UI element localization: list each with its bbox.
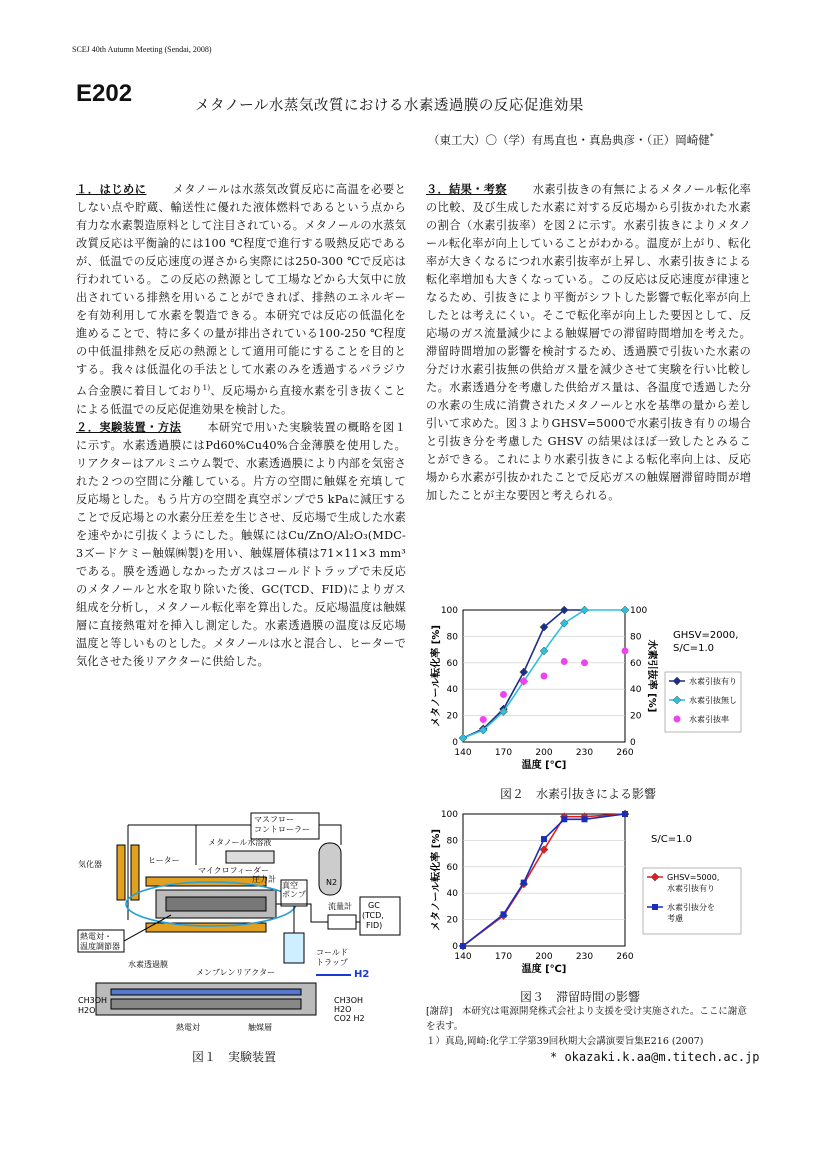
section-results (426, 181, 751, 505)
label-membrane: 水素透過膜 (128, 960, 168, 969)
n2-cylinder (319, 843, 341, 895)
chart1-xtick-label: 230 (575, 748, 594, 758)
chart2-annotation: S/C=1.0 (651, 834, 692, 845)
chart1-data-point (581, 659, 588, 666)
label-gauge: 圧力計 (252, 875, 276, 884)
chart2-ytick-label: 100 (440, 810, 458, 820)
fig2-caption: 図２ 水素引抜きによる影響 (500, 787, 657, 801)
vaporizer-right (131, 845, 139, 900)
chart1-y2label: 水素引抜率 [%] (646, 639, 657, 713)
section-heading-results: ３．結果・考察 (426, 183, 507, 196)
chart2-xtick-label: 200 (535, 952, 553, 962)
chart2-ytick-label: 20 (446, 915, 458, 926)
acknowledgement: [謝辞] 本研究は電源開発株式会社より支援を受け実施された。ここに謝意を表す。 (426, 1006, 747, 1032)
chart2-data-point (622, 811, 628, 817)
chart1-data-point (541, 673, 548, 680)
contact-email: * okazaki.k.aa@m.titech.ac.jp (550, 1050, 760, 1064)
chart1-data-point (622, 647, 629, 654)
chart2-legend-label: 水素引抜有り (667, 884, 715, 893)
chart1-xtick-label: 170 (494, 748, 513, 758)
chart2-xlabel: 温度 [℃] (521, 964, 567, 975)
chart1-y2tick-label: 40 (630, 685, 642, 696)
label-mfc-2: コントローラー (254, 825, 310, 834)
section-method (76, 419, 406, 671)
fig3-chart (415, 806, 745, 986)
chart1-ytick-label: 40 (446, 685, 458, 696)
label-feeder: マイクロフィーダー (198, 866, 270, 875)
chart2-data-point (582, 816, 588, 822)
author-list: （東工大）〇（学）有馬直也・真島典彦・（正）岡崎健 (428, 133, 710, 147)
chart2-ytick-label: 80 (446, 836, 458, 847)
author-mark: * (709, 132, 714, 142)
label-tc: 熱電対・温度調節器 (80, 932, 120, 951)
chart1-ytick-label: 80 (446, 632, 458, 643)
method-text: 本研究で用いた実験装置の概略を図１に示す。水素透過膜にはPd60%Cu40%合金薄膜を使用した。リアクターはアルミニウム製で、水素透過膜により内部を気密された２つの空間に分離している。片方の空間に触媒を充填して反応場とした。もう片方の空間を真空ポンプで5 kPaに減圧することで反応場との水素分圧差を生じさせ、反応場で生成した水素を速やかに引抜くようにした。触媒にはCu/ZnO/Al₂O₃(MDC-3ズードケミー触媒㈱製)を用い、触媒層体積は71×11×3 mm³である。膜を透過しなかったガスはコールドトラップで未反応のメタノールと水を取り除いた後、GC(TCD、FID)によりガス組成を分析し，メタノール転化率を算出した。反応場温度は触媒層に直接熱電対を挿入し測定した。水素透過膜の温度は反応場温度と等しいものとした。メタノールは水と混合し、ヒーターで気化させた後リアクターに供給した。 (76, 420, 406, 668)
results-text: 水素引抜きの有無によるメタノール転化率の比較、及び生成した水素に対する反応場から引抜かれた水素の割合（水素引抜率）を図２に示す。水素引抜きによりメタノール転化率が向上していることがわかる。温度が上がり、転化率が大きくなるにつれ水素引抜率が上昇し、水素引抜きによる転化率増加も大きくなっている。この反応は反応速度が律速となるため、引抜きにより平衡がシフトした影響で転化率が向上したとは考えにくい。そこで転化率が向上した要因として、反応場のガス流量減少による触媒層での滞留時間増加を考えた。滞留時間増加の影響を検討するため、透過膜で引抜いた水素の分だけ水素引抜無の供給ガス量を減少させて実験を行い比較した。水素透過分を考慮した供給ガス量は、各温度で透過した分の水素の生成に消費されたメタノールと水を基準の量から差し引いて求めた。図３よりGHSV=5000で水素引抜き有りの場合と引抜き分を考慮した GHSV の結果はほぼ一致したとみることができる。これにより水素引抜きによる転化率向上は、反応場から水素が引抜かれたことで反応ガスの触媒層滞留時間が増加したことが主な要因と考えられる。 (426, 183, 751, 502)
chart1-xtick-label: 140 (454, 748, 472, 758)
chart2-data-point (501, 911, 507, 917)
apparatus-diagram (76, 805, 406, 1045)
label-thermocouple: 熱電対 (176, 1023, 200, 1032)
label-heater: ヒーター (148, 856, 180, 865)
label-reactor: メンブレンリアクター (196, 968, 276, 977)
reference: １）真島,岡崎:化学工学第39回秋期大会講演要旨集E216 (2007) (426, 1036, 704, 1047)
intro-tail: 、反応場から直接水素を引き抜くことによる低温での反応促進効果を検討した。 (76, 384, 407, 416)
chart1-ytick-label: 60 (446, 658, 458, 669)
chart1-y2tick-label: 20 (630, 711, 642, 722)
cold-trap (284, 933, 304, 963)
label-gc: GC (TCD, FID) (362, 901, 384, 930)
paper-code: E202 (76, 80, 133, 107)
fig1-caption: 図１ 実験装置 (192, 1050, 277, 1064)
chart1-legend-marker (674, 716, 681, 723)
chart2-ytick-label: 60 (446, 862, 458, 873)
left-column (76, 181, 406, 671)
label-vaporizer: 気化器 (78, 860, 102, 869)
right-column (426, 181, 751, 505)
chart1-y2tick-label: 60 (630, 658, 642, 669)
label-methanol: メタノール水溶液 (208, 838, 272, 847)
chart2-legend-label: 水素引抜分を (667, 903, 715, 912)
intro-ref: 1) (202, 384, 211, 392)
meeting-header: SCEJ 40th Autumn Meeting (Sendai, 2008) (72, 45, 212, 54)
label-trap: コールドトラップ (316, 948, 348, 967)
intro-text: メタノールは水蒸気改質反応に高温を必要としない点や貯蔵、輸送性に優れた液体燃料であるという点から有力な水素製造原料として注目されている。メタノールの水蒸気改質反応は平衡論的には100 ℃程度で進行する吸熱反応であるが、低温での反応速度の遅さから実際には250-300 ℃で反応は行われている。この反応の熱源として工場などから大気中に放出されている排熱を用いることができれば、排熱のエネルギーを有効利用して水素を製造できる。本研究では反応の低温化を進めることで、特に多くの量が排出されている100-250 ℃程度の中低温排熱を反応の熱源として適用可能にすることを目的とする。我々は低温化の手法として水素のみを透過するパラジウム合金膜に着目しており (76, 183, 407, 398)
section-intro (76, 181, 406, 419)
section-heading-method: ２．実験装置・方法 (76, 420, 182, 434)
chart1-annotation: GHSV=2000, (673, 630, 739, 641)
chart2-xtick-label: 260 (616, 952, 634, 962)
chart1-data-point (480, 716, 487, 723)
chart1-data-point (520, 678, 527, 685)
chart2-legend-marker (652, 904, 658, 910)
section-heading-intro: １．はじめに (76, 183, 147, 196)
chart1-xtick-label: 260 (616, 748, 634, 758)
fig3-caption: 図３ 滞留時間の影響 (520, 990, 641, 1004)
chart2-xtick-label: 170 (494, 952, 513, 962)
label-h2: H2 (354, 969, 370, 980)
chart1-ytick-label: 100 (440, 606, 458, 616)
label-mfc-1: マスフロー (254, 815, 294, 824)
chart2-ytick-label: 0 (452, 942, 458, 952)
label-vacuum: 真空ポンプ (282, 881, 306, 899)
chart1-y2tick-label: 100 (630, 606, 648, 616)
chart1-xlabel: 温度 [℃] (521, 760, 567, 771)
chart1-ytick-label: 20 (446, 711, 458, 722)
label-flowmeter: 流量計 (328, 902, 352, 911)
chart1-legend-label: 水素引抜率 (689, 715, 729, 724)
paper-title: メタノール水蒸気改質における水素透過膜の反応促進効果 (195, 98, 584, 114)
reactor-detail-catalyst (111, 999, 301, 1009)
chart1-y2tick-label: 0 (630, 738, 636, 748)
chart2-ylabel: メタノール転化率 [%] (431, 829, 442, 931)
chart2-data-point (541, 836, 547, 842)
chart1-annotation: S/C=1.0 (673, 643, 714, 654)
chart2-legend-label: GHSV=5000, (667, 873, 720, 882)
feeder-box (226, 851, 274, 863)
chart2-ytick-label: 40 (446, 889, 458, 900)
chart2-xtick-label: 140 (454, 952, 472, 962)
chart2-data-point (521, 880, 527, 886)
flowmeter-box (328, 915, 356, 929)
chart2-data-point (561, 816, 567, 822)
reactor-detail-membrane (111, 989, 301, 995)
reactor-catalyst (166, 897, 266, 911)
chart1-data-point (561, 658, 568, 665)
chart1-data-point (500, 691, 507, 698)
chart2-data-point (460, 943, 466, 949)
chart1-y2tick-label: 80 (630, 632, 642, 643)
authors (428, 132, 714, 148)
label-inlet: CH3OH H2O (78, 996, 108, 1015)
chart1-ylabel: メタノール転化率 [%] (431, 625, 442, 727)
chart2-xtick-label: 230 (575, 952, 594, 962)
label-catalyst: 触媒層 (248, 1023, 272, 1032)
chart1-ytick-label: 0 (452, 738, 458, 748)
fig2-chart (415, 598, 745, 780)
chart1-legend-label: 水素引抜無し (689, 696, 737, 705)
label-n2: N2 (326, 878, 338, 887)
chart1-xtick-label: 200 (535, 748, 553, 758)
vaporizer-left (117, 845, 125, 900)
label-outlet: CH3OH H2O CO2 H2 (334, 996, 365, 1023)
chart2-legend-label: 考慮 (667, 914, 683, 923)
chart1-legend-label: 水素引抜有り (689, 677, 737, 686)
